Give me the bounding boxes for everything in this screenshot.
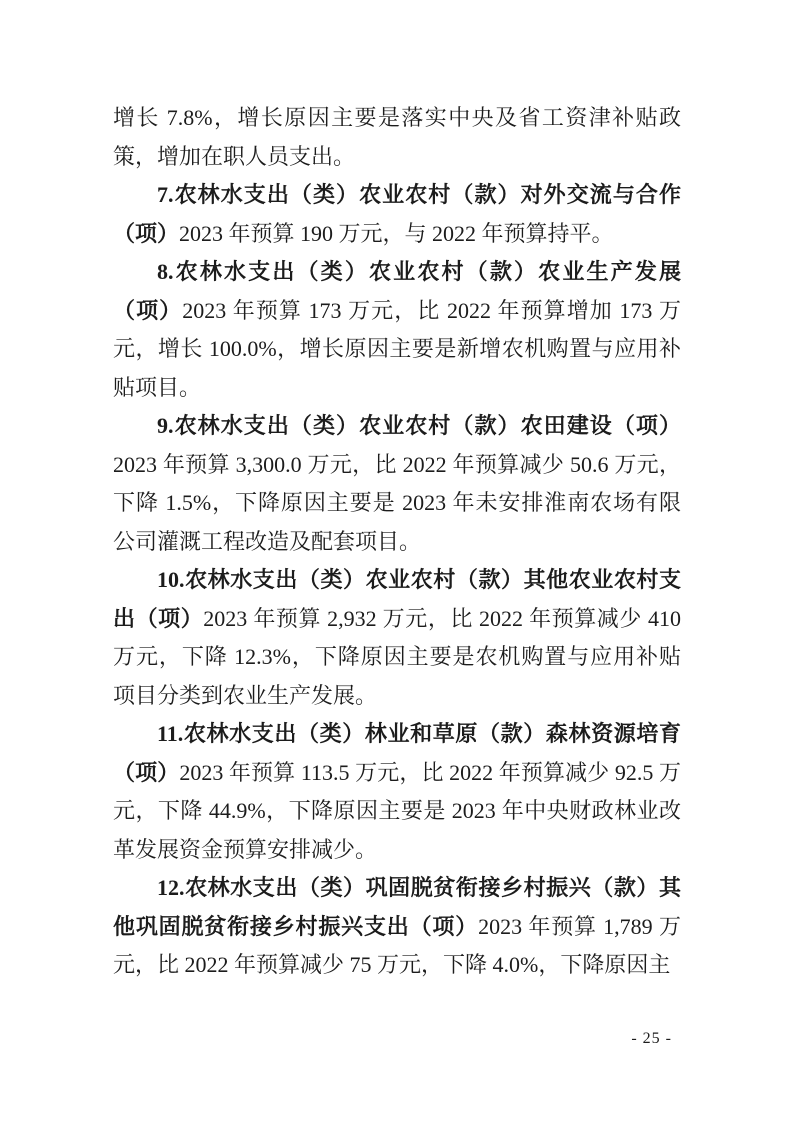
paragraph-continuation [113,99,681,176]
paragraph-item-7 [113,176,681,253]
document-body [113,99,681,985]
paragraph-item-12 [113,869,681,985]
paragraph-text: 2023 年预算 173 万元，比 2022 年预算增加 173 万元，增长 100.0%，增长原因主要是新增农机购置与应用补贴项目。 [113,297,681,400]
paragraph-text: 2023 年预算 3,300.0 万元，比 2022 年预算减少 50.6 万元，下降 1.5%，下降原因主要是 2023 年未安排淮南农场有限公司灌溉工程改造及配套项目。 [113,451,681,554]
paragraph-bold-lead: 11.农林水支出（类）林业和草原（款）森林资源培育（项） [113,721,681,785]
paragraph-item-10 [113,561,681,715]
paragraph-text: 2023 年预算 113.5 万元，比 2022 年预算减少 92.5 万元，下降 44.9%，下降原因主要是 2023 年中央财政林业改革发展资金预算安排减少。 [113,759,681,862]
paragraph-bold-lead: 7.农林水支出（类）农业农村（款）对外交流与合作（项） [113,182,681,246]
paragraph-text: 2023 年预算 1,789 万元，比 2022 年预算减少 75 万元，下降 4.0%，下降原因主 [113,913,681,977]
paragraph-item-9 [113,407,681,561]
paragraph-text: 2023 年预算 2,932 万元，比 2022 年预算减少 410 万元，下降 12.3%，下降原因主要是农机购置与应用补贴项目分类到农业生产发展。 [113,605,681,708]
paragraph-item-8 [113,253,681,407]
paragraph-bold-lead: 12.农林水支出（类）巩固脱贫衔接乡村振兴（款）其他巩固脱贫衔接乡村振兴支出（项） [113,875,681,939]
paragraph-bold-lead: 9.农林水支出（类）农业农村（款）农田建设（项） [157,413,681,438]
paragraph-text: 2023 年预算 190 万元，与 2022 年预算持平。 [179,220,614,246]
paragraph-bold-lead: 8.农林水支出（类）农业农村（款）农业生产发展（项） [113,259,681,323]
page-number: - 25 - [631,1030,672,1047]
paragraph-item-11 [113,715,681,869]
paragraph-bold-lead: 10.农林水支出（类）农业农村（款）其他农业农村支出（项） [113,567,681,631]
paragraph-text: 增长 7.8%，增长原因主要是落实中央及省工资津补贴政策，增加在职人员支出。 [113,105,681,169]
